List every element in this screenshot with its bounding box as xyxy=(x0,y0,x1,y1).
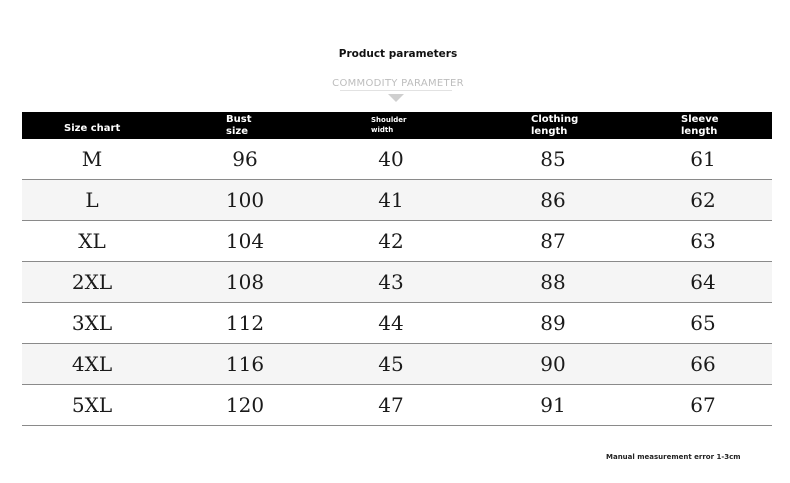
table-row xyxy=(22,139,772,180)
header-size-chart: Size chart xyxy=(64,123,121,134)
table-header xyxy=(22,112,772,139)
sleeve-cell: 63 xyxy=(690,229,716,253)
size-cell: L xyxy=(85,188,99,212)
length-cell: 86 xyxy=(540,188,566,212)
sleeve-cell: 64 xyxy=(690,270,716,294)
size-cell: XL xyxy=(78,229,106,253)
sleeve-cell: 61 xyxy=(690,147,716,171)
sleeve-cell: 66 xyxy=(690,352,716,376)
sleeve-cell: 65 xyxy=(690,311,716,335)
bust-cell: 116 xyxy=(225,352,265,376)
triangle-pointer-icon xyxy=(388,94,404,102)
bust-cell: 120 xyxy=(225,393,265,417)
shoulder-cell: 45 xyxy=(378,352,404,376)
shoulder-cell: 47 xyxy=(378,393,404,417)
sleeve-cell: 62 xyxy=(690,188,716,212)
length-cell: 85 xyxy=(540,147,566,171)
header-bust-size: Bust size xyxy=(226,114,252,137)
table-row xyxy=(22,221,772,262)
header-clothing-length: Clothing length xyxy=(531,114,579,137)
header-shoulder-width: Shoulder width xyxy=(371,116,407,134)
size-cell: 2XL xyxy=(71,270,113,294)
table-row xyxy=(22,344,772,385)
header-sleeve-length: Sleeve length xyxy=(681,114,719,137)
measurement-note: Manual measurement error 1-3cm xyxy=(606,453,741,461)
size-cell: 5XL xyxy=(71,393,113,417)
table-row xyxy=(22,180,772,221)
length-cell: 89 xyxy=(540,311,566,335)
sleeve-cell: 67 xyxy=(690,393,716,417)
shoulder-cell: 44 xyxy=(378,311,404,335)
shoulder-cell: 40 xyxy=(378,147,404,171)
size-cell: 3XL xyxy=(71,311,113,335)
length-cell: 90 xyxy=(540,352,566,376)
shoulder-cell: 43 xyxy=(378,270,404,294)
size-cell: 4XL xyxy=(71,352,113,376)
size-chart-table xyxy=(22,112,772,426)
table-row xyxy=(22,262,772,303)
size-cell: M xyxy=(81,147,103,171)
subtitle-divider xyxy=(340,90,452,91)
table-row xyxy=(22,385,772,426)
bust-cell: 96 xyxy=(232,147,258,171)
bust-cell: 112 xyxy=(225,311,265,335)
length-cell: 88 xyxy=(540,270,566,294)
shoulder-cell: 41 xyxy=(378,188,404,212)
bust-cell: 104 xyxy=(225,229,265,253)
shoulder-cell: 42 xyxy=(378,229,404,253)
table-row xyxy=(22,303,772,344)
length-cell: 87 xyxy=(540,229,566,253)
length-cell: 91 xyxy=(540,393,566,417)
section-subtitle: COMMODITY PARAMETER xyxy=(332,78,464,89)
bust-cell: 100 xyxy=(225,188,265,212)
bust-cell: 108 xyxy=(225,270,265,294)
section-title: Product parameters xyxy=(338,48,458,60)
